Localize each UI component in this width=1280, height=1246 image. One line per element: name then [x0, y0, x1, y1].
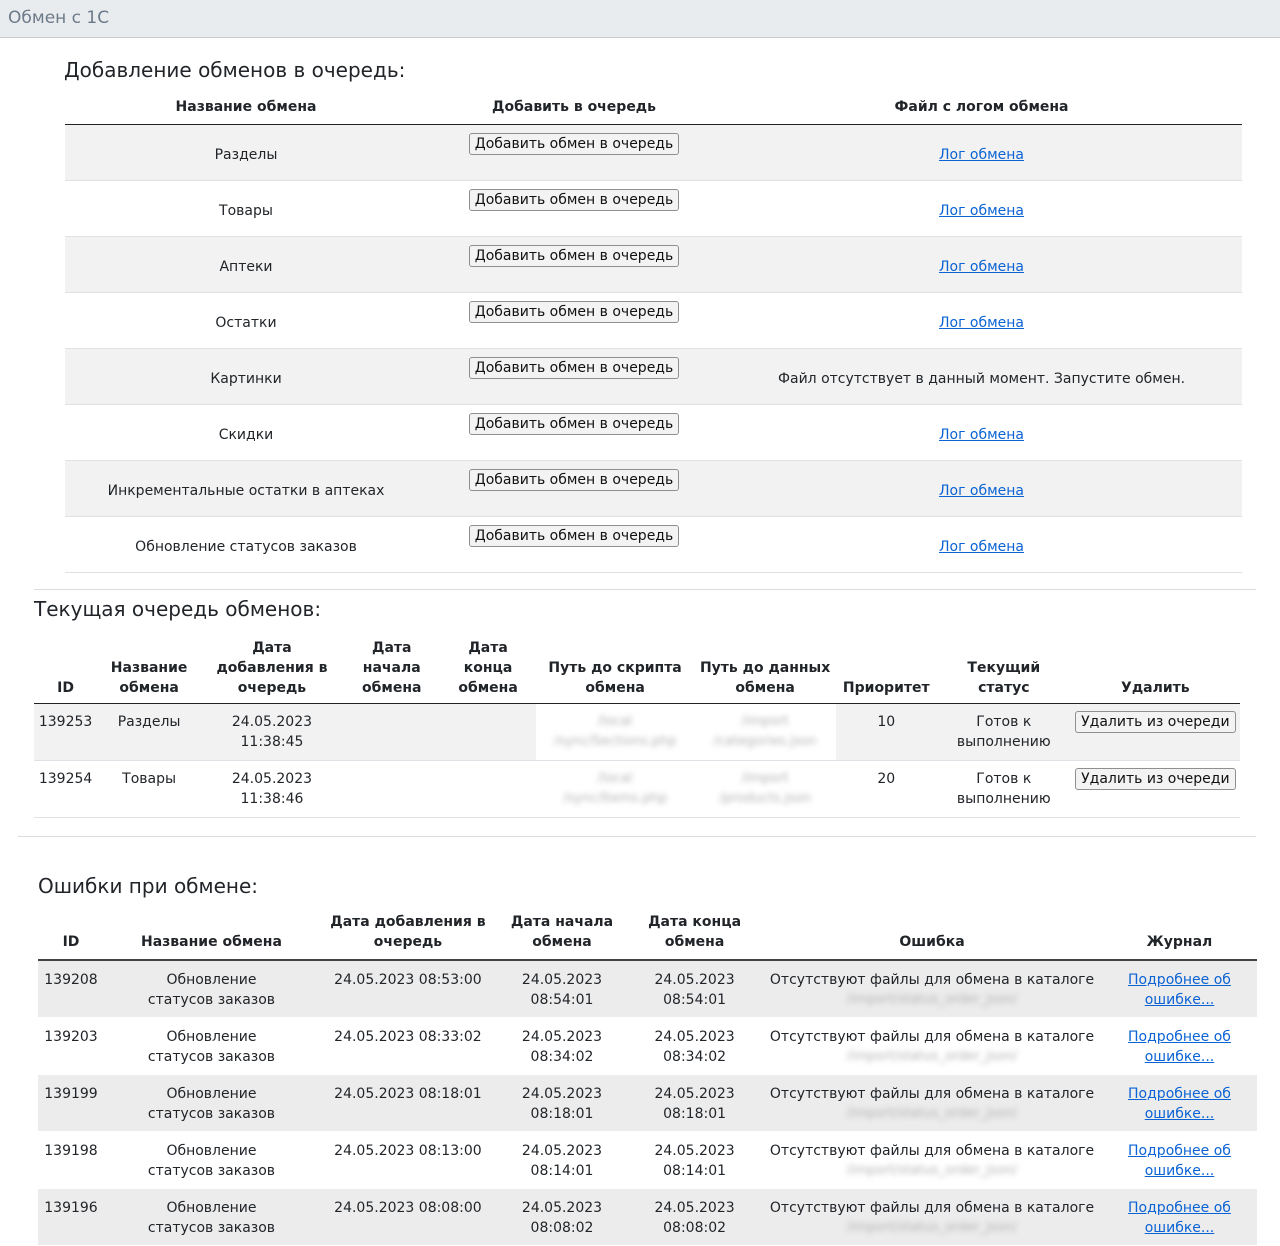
queue-delete-cell [1071, 704, 1240, 761]
error-message: Отсутствуют файлы для обмена в каталоге [769, 1085, 1095, 1102]
column-header-journal: Журнал [1102, 912, 1257, 960]
log-file-cell [721, 181, 1242, 237]
queue-script-path: /local /sync/Sections.php [553, 714, 677, 749]
exchange-name: Обновление статусов заказов [135, 539, 357, 555]
add-to-queue-button[interactable]: Добавить обмен в очередь [469, 357, 679, 379]
queue-data-path: /import /categories.json [713, 714, 817, 749]
queue-date-added: 24.05.2023 11:38:46 [231, 771, 313, 807]
queue-add-row [65, 349, 1242, 405]
error-message: Отсутствуют файлы для обмена в каталоге [769, 1142, 1095, 1159]
error-exchange-name: Обновление статусов заказов [147, 1142, 276, 1179]
add-to-queue-button[interactable]: Добавить обмен в очередь [469, 189, 679, 211]
window-title: Обмен с 1С [8, 8, 110, 28]
queue-date-start [343, 704, 441, 761]
add-to-queue-cell [427, 461, 721, 517]
log-link[interactable]: Лог обмена [938, 315, 1024, 331]
log-file-cell [721, 293, 1242, 349]
log-link[interactable]: Лог обмена [938, 539, 1024, 555]
add-to-queue-cell [427, 237, 721, 293]
queue-delete-cell [1071, 761, 1240, 818]
add-to-queue-cell [427, 405, 721, 461]
error-row [38, 960, 1257, 1017]
log-link[interactable]: Лог обмена [938, 483, 1024, 499]
error-date-end: 24.05.2023 08:08:02 [654, 1199, 735, 1236]
error-date-start: 24.05.2023 08:34:02 [521, 1028, 603, 1065]
current-queue-table [34, 638, 1240, 818]
add-to-queue-cell [427, 125, 721, 181]
error-journal-cell [1102, 960, 1257, 1017]
exchange-name: Картинки [210, 371, 282, 387]
error-date-end: 24.05.2023 08:18:01 [654, 1085, 735, 1122]
error-date-start: 24.05.2023 08:14:01 [521, 1142, 603, 1179]
queue-script-path: /local /sync/Items.php [563, 771, 667, 806]
error-details-link[interactable]: Подробнее об ошибке... [1128, 972, 1231, 1008]
error-date-start: 24.05.2023 08:54:01 [521, 972, 603, 1008]
column-header-delete: Удалить [1071, 638, 1240, 704]
queue-data-path-cell [695, 761, 836, 818]
add-to-queue-button[interactable]: Добавить обмен в очередь [469, 525, 679, 547]
error-id: 139199 [44, 1085, 98, 1102]
queue-add-row [65, 405, 1242, 461]
queue-id: 139254 [38, 771, 93, 787]
error-id: 139208 [44, 972, 98, 988]
log-file-cell [721, 517, 1242, 573]
queue-exchange-name: Разделы [117, 714, 181, 730]
error-message: Отсутствуют файлы для обмена в каталоге [769, 1199, 1095, 1216]
add-to-queue-button[interactable]: Добавить обмен в очередь [469, 413, 679, 435]
error-exchange-name: Обновление статусов заказов [147, 1085, 276, 1122]
queue-script-path-cell [536, 704, 695, 761]
error-date-end: 24.05.2023 08:34:02 [654, 1028, 735, 1065]
column-header-priority: Приоритет [836, 638, 937, 704]
queue-add-header-row [65, 96, 1242, 125]
error-date-added: 24.05.2023 08:13:00 [334, 1142, 482, 1159]
add-to-queue-button[interactable]: Добавить обмен в очередь [469, 301, 679, 323]
error-date-end: 24.05.2023 08:14:01 [654, 1142, 735, 1179]
queue-status: Готов к выполнению [956, 771, 1051, 807]
error-journal-cell [1102, 1017, 1257, 1074]
queue-row [34, 704, 1240, 761]
errors-table [38, 912, 1257, 1246]
error-message-cell [762, 1131, 1102, 1188]
error-date-added: 24.05.2023 08:33:02 [334, 1028, 482, 1045]
error-row [38, 1131, 1257, 1188]
error-date-added: 24.05.2023 08:08:00 [334, 1199, 482, 1216]
section-divider [18, 836, 1256, 837]
queue-date-end [441, 761, 536, 818]
error-id: 139196 [44, 1199, 98, 1216]
error-date-end: 24.05.2023 08:54:01 [654, 972, 735, 1008]
delete-from-queue-button[interactable]: Удалить из очереди [1075, 768, 1235, 790]
queue-data-path-cell [695, 704, 836, 761]
exchange-name: Инкрементальные остатки в аптеках [107, 483, 385, 499]
error-exchange-name: Обновление статусов заказов [147, 1028, 276, 1065]
error-message-cell [762, 960, 1102, 1017]
log-link[interactable]: Лог обмена [938, 203, 1024, 219]
error-date-start: 24.05.2023 08:08:02 [521, 1199, 603, 1236]
error-path: /import/status_order_json/ [846, 1105, 1018, 1121]
error-details-link[interactable]: Подробнее об ошибке... [1128, 1085, 1231, 1122]
error-path: /import/status_order_json/ [846, 992, 1018, 1007]
log-missing-text: Файл отсутствует в данный момент. Запустите обмен. [777, 371, 1186, 387]
queue-add-row [65, 181, 1242, 237]
exchange-name: Разделы [214, 147, 278, 163]
errors-heading: Ошибки при обмене: [38, 874, 259, 898]
queue-script-path-cell [536, 761, 695, 818]
queue-date-start [343, 761, 441, 818]
exchange-name: Скидки [218, 427, 274, 443]
queue-date-added: 24.05.2023 11:38:45 [231, 714, 313, 750]
errors-header-row [38, 912, 1257, 960]
error-path: /import/status_order_json/ [846, 1219, 1018, 1235]
queue-add-row [65, 517, 1242, 573]
queue-row [34, 761, 1240, 818]
error-details-link[interactable]: Подробнее об ошибке... [1128, 1028, 1231, 1065]
error-path: /import/status_order_json/ [846, 1162, 1018, 1178]
error-message-cell [762, 1188, 1102, 1245]
queue-data-path: /import /products.json [719, 771, 812, 806]
error-exchange-name: Обновление статусов заказов [147, 972, 276, 1008]
column-header-add-to-queue: Добавить в очередь [427, 96, 721, 125]
log-link[interactable]: Лог обмена [938, 259, 1024, 275]
error-date-added: 24.05.2023 08:53:00 [334, 972, 482, 988]
error-row [38, 1188, 1257, 1245]
column-header-status: Текущий статус [937, 638, 1071, 704]
delete-from-queue-button[interactable]: Удалить из очереди [1075, 711, 1235, 733]
error-exchange-name: Обновление статусов заказов [147, 1199, 276, 1236]
column-header-date-end: Дата конца обмена [627, 912, 762, 960]
error-journal-cell [1102, 1188, 1257, 1245]
error-details-link[interactable]: Подробнее об ошибке... [1128, 1199, 1231, 1236]
window-title-bar [0, 0, 1280, 38]
add-to-queue-cell [427, 181, 721, 237]
error-message: Отсутствуют файлы для обмена в каталоге [769, 1028, 1095, 1045]
queue-date-end [441, 704, 536, 761]
add-to-queue-button[interactable]: Добавить обмен в очередь [469, 133, 679, 155]
log-file-cell [721, 125, 1242, 181]
queue-add-row [65, 461, 1242, 517]
queue-add-table [65, 96, 1242, 573]
queue-priority: 10 [877, 714, 896, 730]
error-row [38, 1017, 1257, 1074]
column-header-date-added: Дата добавления в очередь [319, 912, 497, 960]
column-header-script-path: Путь до скрипта обмена [536, 638, 695, 704]
log-link[interactable]: Лог обмена [938, 427, 1024, 443]
error-message-cell [762, 1017, 1102, 1074]
queue-priority: 20 [877, 771, 896, 787]
exchange-name: Аптеки [219, 259, 273, 275]
queue-add-row [65, 237, 1242, 293]
add-to-queue-button[interactable]: Добавить обмен в очередь [469, 469, 679, 491]
add-to-queue-cell [427, 517, 721, 573]
current-queue-header-row [34, 638, 1240, 704]
log-file-cell [721, 405, 1242, 461]
error-journal-cell [1102, 1131, 1257, 1188]
queue-add-row [65, 125, 1242, 181]
column-header-date-start: Дата начала обмена [497, 912, 627, 960]
add-to-queue-button[interactable]: Добавить обмен в очередь [469, 245, 679, 267]
queue-add-row [65, 293, 1242, 349]
error-message: Отсутствуют файлы для обмена в каталоге [769, 972, 1095, 988]
add-to-queue-cell [427, 349, 721, 405]
error-id: 139203 [44, 1028, 98, 1045]
error-row [38, 1074, 1257, 1131]
error-path: /import/status_order_json/ [846, 1048, 1018, 1064]
queue-exchange-name: Товары [122, 771, 177, 787]
log-file-cell [721, 349, 1242, 405]
log-file-cell [721, 461, 1242, 517]
log-link[interactable]: Лог обмена [938, 147, 1024, 163]
log-file-cell [721, 237, 1242, 293]
column-header-data-path: Путь до данных обмена [695, 638, 836, 704]
column-header-date-added: Дата добавления в очередь [201, 638, 343, 704]
add-to-queue-cell [427, 293, 721, 349]
current-queue-heading: Текущая очередь обменов: [34, 597, 322, 621]
error-date-start: 24.05.2023 08:18:01 [521, 1085, 603, 1122]
error-journal-cell [1102, 1074, 1257, 1131]
column-header-id: ID [34, 638, 97, 704]
queue-id: 139253 [38, 714, 93, 730]
column-header-date-end: Дата конца обмена [441, 638, 536, 704]
exchange-name: Товары [219, 203, 273, 219]
queue-status: Готов к выполнению [956, 714, 1051, 750]
queue-add-heading: Добавление обменов в очередь: [64, 58, 406, 82]
error-message-cell [762, 1074, 1102, 1131]
error-id: 139198 [44, 1142, 98, 1159]
column-header-exchange-name: Название обмена [65, 96, 427, 125]
column-header-exchange-name: Название обмена [104, 912, 319, 960]
column-header-date-start: Дата начала обмена [343, 638, 441, 704]
exchange-name: Остатки [215, 315, 277, 331]
error-details-link[interactable]: Подробнее об ошибке... [1128, 1142, 1231, 1179]
column-header-log-file: Файл с логом обмена [721, 96, 1242, 125]
column-header-id: ID [38, 912, 104, 960]
column-header-error: Ошибка [762, 912, 1102, 960]
column-header-exchange-name: Название обмена [97, 638, 201, 704]
section-divider [34, 589, 1256, 590]
error-date-added: 24.05.2023 08:18:01 [334, 1085, 482, 1102]
